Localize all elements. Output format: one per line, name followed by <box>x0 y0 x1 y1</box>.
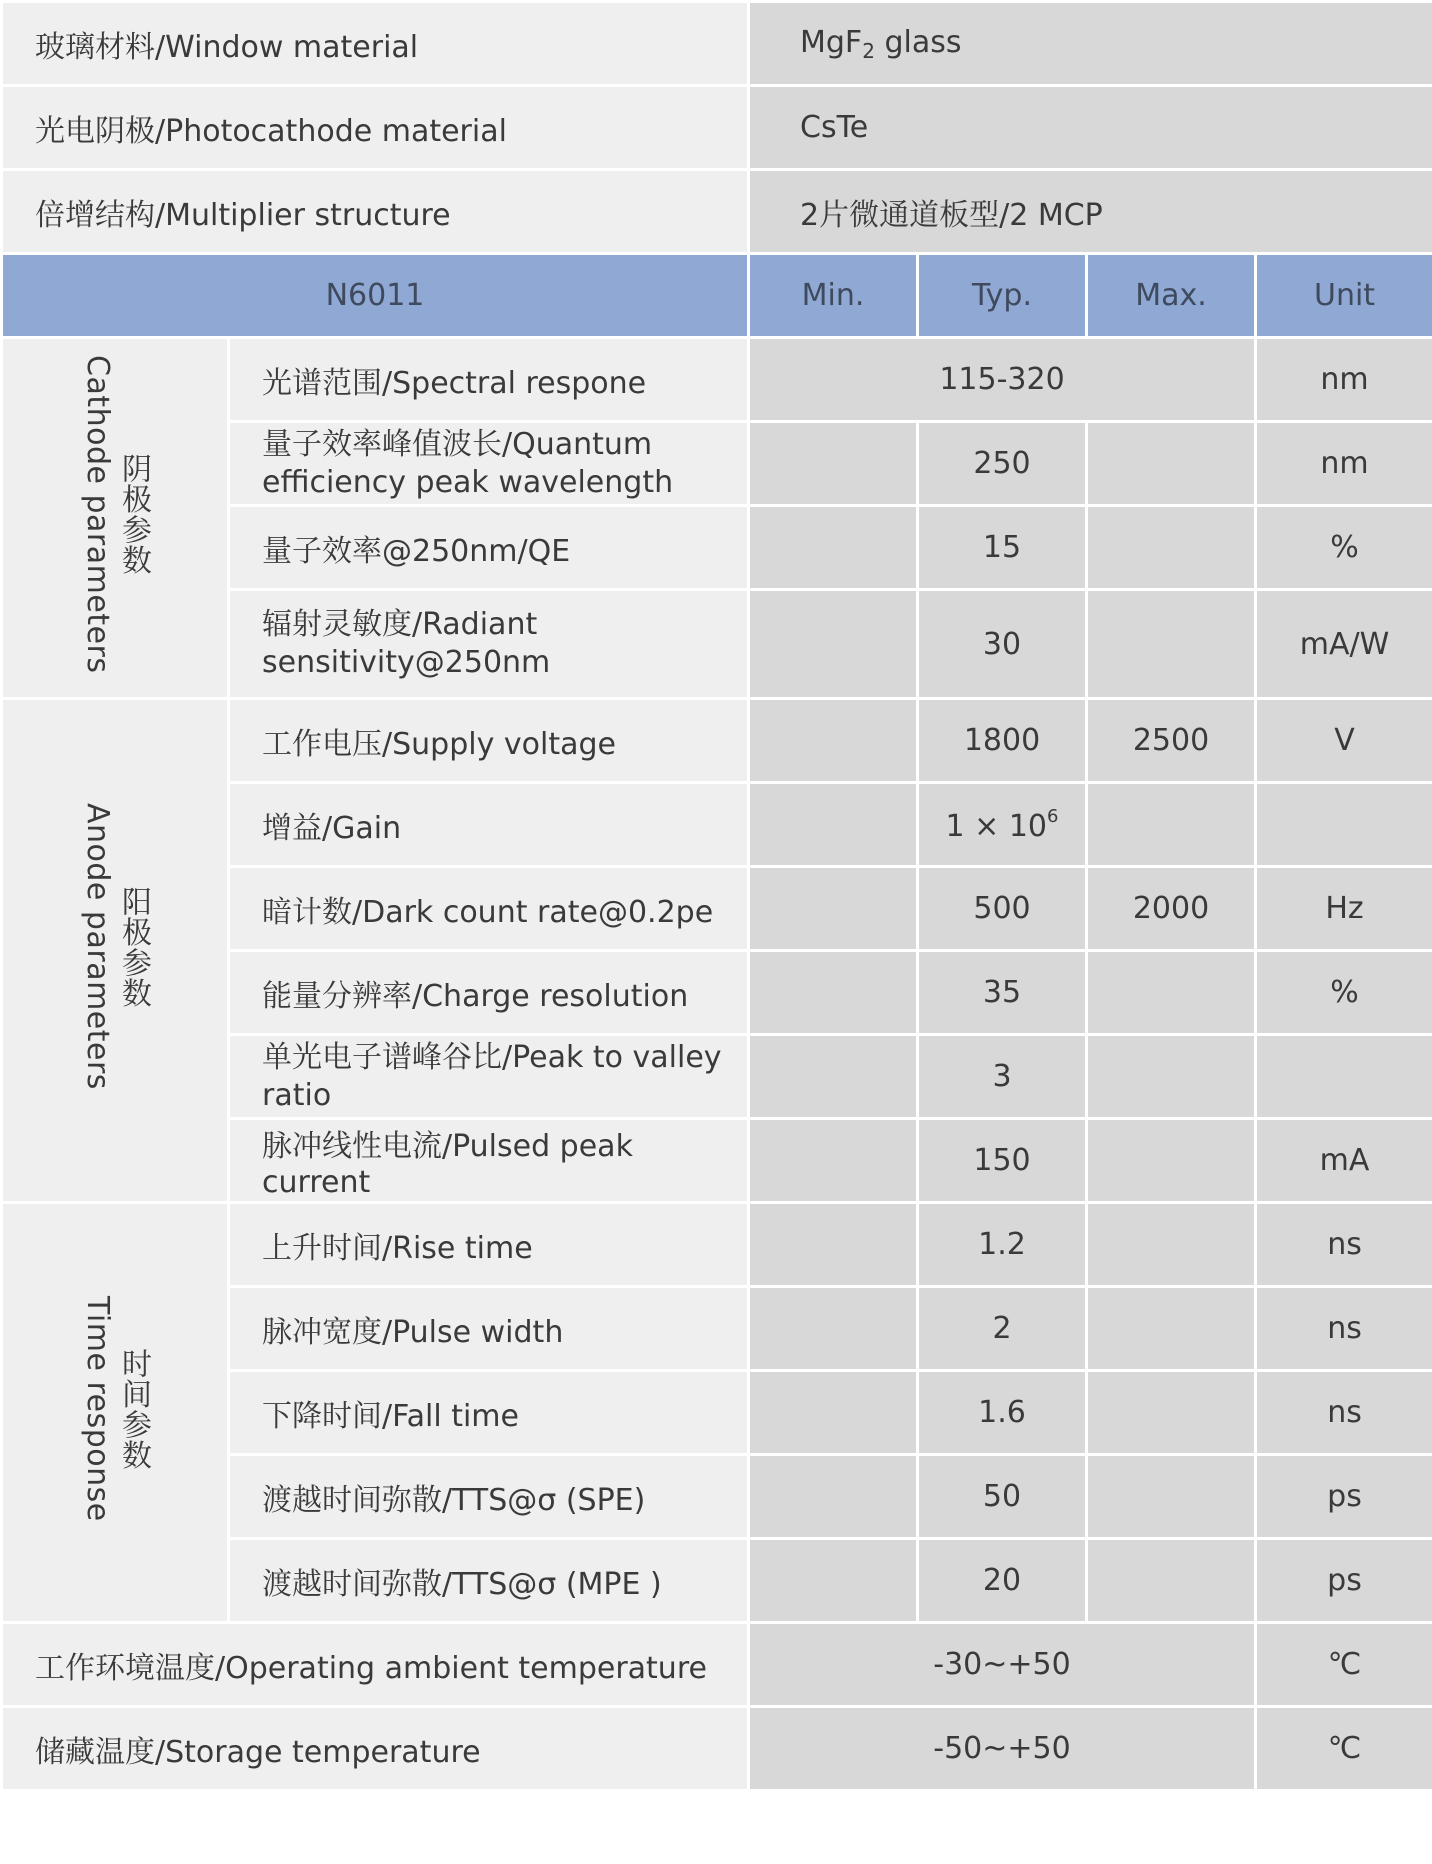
param-typ: 3 <box>918 1035 1087 1119</box>
param-min <box>749 506 918 590</box>
group-label: 时间参数 Time response <box>80 1295 151 1522</box>
param-max <box>1087 1455 1256 1539</box>
row-label: 玻璃材料/Window material <box>2 2 749 86</box>
table-row <box>2 699 1432 783</box>
param-typ: 500 <box>918 867 1087 951</box>
param-typ: 50 <box>918 1455 1087 1539</box>
param-value: 115-320 <box>749 338 1256 422</box>
param-label: 渡越时间弥散/TTS@σ (SPE) <box>229 1455 749 1539</box>
param-unit <box>1256 783 1432 867</box>
param-label: 下降时间/Fall time <box>229 1371 749 1455</box>
param-unit: mA/W <box>1256 590 1432 699</box>
row-value: CsTe <box>749 86 1432 170</box>
header-model: N6011 <box>2 254 749 338</box>
param-min <box>749 867 918 951</box>
param-label: 暗计数/Dark count rate@0.2pe <box>229 867 749 951</box>
window-material-row <box>2 2 1432 86</box>
param-typ: 250 <box>918 422 1087 506</box>
param-label: 渡越时间弥散/TTS@σ (MPE ) <box>229 1539 749 1623</box>
param-label: 能量分辨率/Charge resolution <box>229 951 749 1035</box>
param-max <box>1087 1035 1256 1119</box>
param-unit: ps <box>1256 1455 1432 1539</box>
param-max <box>1087 1287 1256 1371</box>
param-max <box>1087 590 1256 699</box>
param-unit: Hz <box>1256 867 1432 951</box>
row-unit: ℃ <box>1256 1623 1432 1707</box>
group-label: 阴极参数 Cathode parameters <box>80 354 151 674</box>
param-label: 脉冲线性电流/Pulsed peak current <box>229 1119 749 1203</box>
param-max <box>1087 783 1256 867</box>
header-min: Min. <box>749 254 918 338</box>
param-min <box>749 951 918 1035</box>
param-label: 光谱范围/Spectral respone <box>229 338 749 422</box>
header-max: Max. <box>1087 254 1256 338</box>
param-max <box>1087 1203 1256 1287</box>
row-value: -30~+50 <box>749 1623 1256 1707</box>
param-label: 增益/Gain <box>229 783 749 867</box>
param-unit: nm <box>1256 422 1432 506</box>
param-unit: ns <box>1256 1203 1432 1287</box>
row-label: 工作环境温度/Operating ambient temperature <box>2 1623 749 1707</box>
param-label: 单光电子谱峰谷比/Peak to valley ratio <box>229 1035 749 1119</box>
param-typ: 20 <box>918 1539 1087 1623</box>
param-typ: $1 \times 10^6$ <box>918 783 1087 867</box>
group-label: 阳极参数 Anode parameters <box>80 803 151 1090</box>
param-unit: % <box>1256 951 1432 1035</box>
param-min <box>749 422 918 506</box>
param-unit: ns <box>1256 1371 1432 1455</box>
param-min <box>749 590 918 699</box>
param-unit: % <box>1256 506 1432 590</box>
row-label: 光电阴极/Photocathode material <box>2 86 749 170</box>
param-max <box>1087 1371 1256 1455</box>
param-min <box>749 1455 918 1539</box>
param-typ: 1.6 <box>918 1371 1087 1455</box>
param-max <box>1087 422 1256 506</box>
param-min <box>749 1035 918 1119</box>
table-header <box>2 254 1432 338</box>
header-unit: Unit <box>1256 254 1432 338</box>
param-max: 2000 <box>1087 867 1256 951</box>
param-typ: 1.2 <box>918 1203 1087 1287</box>
param-unit <box>1256 1035 1432 1119</box>
param-typ: 15 <box>918 506 1087 590</box>
param-unit: V <box>1256 699 1432 783</box>
photocathode-row <box>2 86 1432 170</box>
operating-temp-row <box>2 1623 1432 1707</box>
group-time <box>2 1203 229 1623</box>
param-min <box>749 783 918 867</box>
param-unit: ns <box>1256 1287 1432 1371</box>
param-typ: 150 <box>918 1119 1087 1203</box>
param-min <box>749 1371 918 1455</box>
table-row <box>2 1203 1432 1287</box>
param-label: 量子效率峰值波长/Quantum efficiency peak wavelength <box>229 422 749 506</box>
param-min <box>749 1539 918 1623</box>
group-anode <box>2 699 229 1203</box>
row-label: 倍增结构/Multiplier structure <box>2 170 749 254</box>
param-typ: 35 <box>918 951 1087 1035</box>
group-cathode <box>2 338 229 699</box>
param-label: 脉冲宽度/Pulse width <box>229 1287 749 1371</box>
param-typ: 30 <box>918 590 1087 699</box>
param-max <box>1087 506 1256 590</box>
param-max <box>1087 1539 1256 1623</box>
multiplier-row <box>2 170 1432 254</box>
param-label: 上升时间/Rise time <box>229 1203 749 1287</box>
param-typ: 1800 <box>918 699 1087 783</box>
storage-temp-row <box>2 1707 1432 1791</box>
table-row <box>2 338 1432 422</box>
param-label: 工作电压/Supply voltage <box>229 699 749 783</box>
param-typ: 2 <box>918 1287 1087 1371</box>
row-value: 2片微通道板型/2 MCP <box>749 170 1432 254</box>
header-typ: Typ. <box>918 254 1087 338</box>
param-label: 辐射灵敏度/Radiant sensitivity@250nm <box>229 590 749 699</box>
param-unit: ps <box>1256 1539 1432 1623</box>
param-min <box>749 1287 918 1371</box>
row-label: 储藏温度/Storage temperature <box>2 1707 749 1791</box>
param-unit: mA <box>1256 1119 1432 1203</box>
row-unit: ℃ <box>1256 1707 1432 1791</box>
param-max <box>1087 1119 1256 1203</box>
param-max: 2500 <box>1087 699 1256 783</box>
row-value: MgF$_2$ glass <box>749 2 1432 86</box>
param-min <box>749 699 918 783</box>
row-value: -50~+50 <box>749 1707 1256 1791</box>
param-min <box>749 1119 918 1203</box>
param-min <box>749 1203 918 1287</box>
param-max <box>1087 951 1256 1035</box>
param-label: 量子效率@250nm/QE <box>229 506 749 590</box>
param-unit: nm <box>1256 338 1432 422</box>
